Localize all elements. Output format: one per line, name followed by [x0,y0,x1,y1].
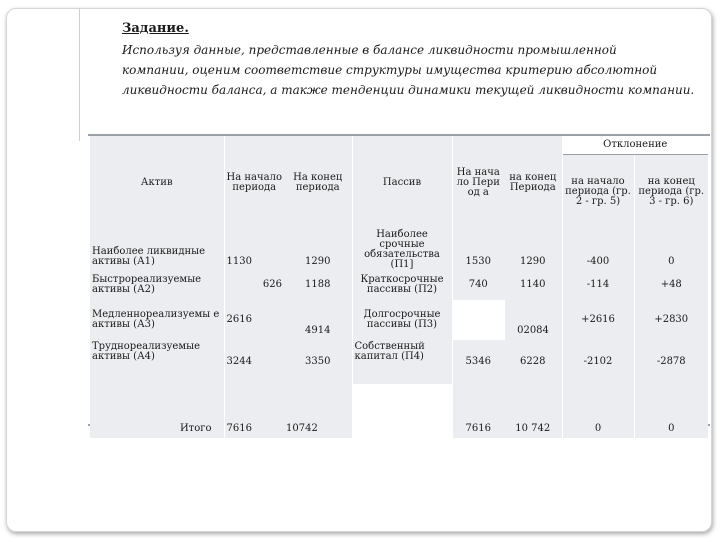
table-row [90,270,708,300]
cell-dev-end: 0 [634,229,708,270]
cell-end-p: 1290 [504,229,562,270]
table-header-row [90,136,708,155]
cell-aktiv: Медленнореализуемы е активы (А3) [90,300,224,340]
header-passiv: Пассив [352,136,452,229]
header-deviation: Отклонение [562,136,708,155]
cell-start-p: 5346 [452,340,504,384]
vertical-rule [79,9,80,141]
cell-aktiv: Наиболее ликвидные активы (А1) [90,229,224,270]
cell-end-a: 1188 [284,270,352,300]
header-start-a: На начало периода [224,136,284,229]
cell-dev-end: +48 [634,270,708,300]
cell-start-p [452,300,504,340]
cell-aktiv: Труднореализуемые активы (А4) [90,340,224,384]
cell-passiv: Краткосрочные пассивы (П2) [352,270,452,300]
cell-passiv: Долгосрочные пассивы (П3) [352,300,452,340]
cell-dev-end: -2878 [634,340,708,384]
table-row [90,340,708,384]
task-line: Используя данные, представленные в балансе ликвидности промышленной [122,43,617,57]
header-dev-start: на начало периода (гр. 2 - гр. 5) [562,155,634,230]
table-row [90,229,708,270]
cell-dev-start: 0 [562,384,634,438]
cell-passiv [352,384,452,438]
cell-passiv: Наиболее срочные обязательства (П1] [352,229,452,270]
cell-start-a: 7616 [224,384,284,438]
cell-passiv: Собственный капитал (П4) [352,340,452,384]
cell-dev-start: +2616 [562,300,634,340]
cell-end-a: 1290 [284,229,352,270]
cell-dev-start: -2102 [562,340,634,384]
cell-aktiv: Итого [90,384,224,438]
cell-dev-start: -400 [562,229,634,270]
table-row [90,384,708,438]
liquidity-balance-table [90,136,708,438]
cell-end-a: 10742 [284,384,352,438]
cell-start-p: 1530 [452,229,504,270]
cell-start-p: 7616 [452,384,504,438]
task-line: компании, оценим соответствие структуры имущества критерию абсолютной [122,63,658,77]
cell-start-a: 626 [224,270,284,300]
cell-end-a: 3350 [284,340,352,384]
header-start-p: На начало Период а [452,136,504,229]
cell-end-p: 10 742 [504,384,562,438]
task-text [122,40,702,100]
cell-end-a: 4914 [284,300,352,340]
cell-start-a: 2616 [224,300,284,340]
cell-start-a: 1130 [224,229,284,270]
cell-aktiv: Быстрореализуемые активы (А2) [90,270,224,300]
header-dev-end: на конец периода (гр. 3 - гр. 6) [634,155,708,230]
cell-start-p: 740 [452,270,504,300]
cell-end-p: 6228 [504,340,562,384]
cell-end-p: 1140 [504,270,562,300]
task-title: Задание. [122,21,189,36]
cell-dev-start: -114 [562,270,634,300]
cell-dev-end: +2830 [634,300,708,340]
header-end-p: на конец Периода [504,136,562,229]
table-row [90,300,708,340]
header-end-a: На конец периода [284,136,352,229]
cell-start-a: 3244 [224,340,284,384]
cell-end-p: 02084 [504,300,562,340]
task-line: ликвидности баланса, а также тенденции динамики текущей ликвидности компании. [122,83,695,97]
header-aktiv: Актив [90,136,224,229]
cell-dev-end: 0 [634,384,708,438]
